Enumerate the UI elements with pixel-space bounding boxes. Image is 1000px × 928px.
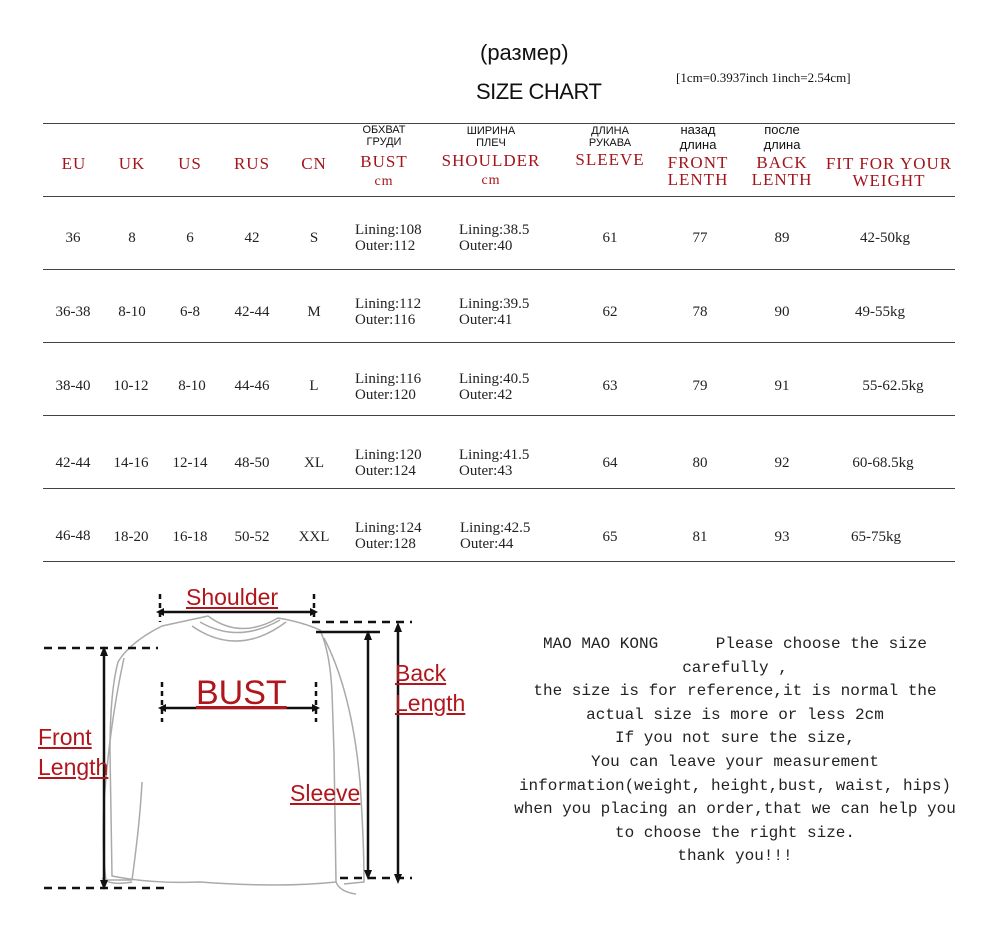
table-divider: [43, 196, 955, 197]
cell-rus: 44-46: [234, 378, 270, 394]
label-back-length: Length: [395, 690, 466, 716]
cell-uk: 10-12: [113, 378, 149, 394]
cell-uk: 14-16: [113, 455, 149, 471]
page-title-ru: (размер): [480, 40, 569, 65]
cell-front: 77: [692, 230, 708, 246]
note-line: when you placing an order,that we can help you: [514, 800, 956, 819]
sizing-note: [505, 633, 965, 869]
cell-uk: 8-10: [118, 304, 146, 320]
cell-bust: Lining:112 Outer:116: [355, 296, 422, 328]
cell-sleeve: 65: [602, 529, 618, 545]
cell-back: 89: [774, 230, 790, 246]
cell-cn: XL: [304, 455, 324, 471]
note-line: MAO MAO KONG Please choose the size: [542, 635, 928, 653]
cell-weight: 65-75kg: [851, 529, 901, 545]
note-line: You can leave your measurement: [590, 752, 880, 771]
label-back: Back: [395, 660, 447, 686]
label-sleeve: Sleeve: [290, 780, 361, 806]
cell-rus: 50-52: [234, 529, 270, 545]
cell-cn: S: [309, 230, 319, 246]
label-bust: BUST: [196, 674, 287, 712]
cell-shoulder: Lining:42.5 Outer:44: [460, 520, 531, 552]
header-us: US: [178, 154, 202, 173]
cell-sleeve: 63: [602, 378, 618, 394]
cell-eu: 38-40: [55, 378, 91, 394]
cell-eu: 42-44: [55, 455, 91, 471]
cell-shoulder: Lining:41.5 Outer:43: [459, 447, 530, 479]
page-title: SIZE CHART: [476, 79, 602, 104]
cell-weight: 60-68.5kg: [852, 455, 914, 471]
label-front: Front: [38, 724, 92, 750]
note-line: carefully ,: [682, 658, 788, 677]
cell-back: 90: [774, 304, 790, 320]
cell-front: 80: [692, 455, 708, 471]
cell-bust: Lining:120 Outer:124: [355, 447, 422, 479]
cell-bust: Lining:108 Outer:112: [355, 222, 422, 254]
header-uk: UK: [118, 154, 146, 173]
cell-weight: 49-55kg: [855, 304, 905, 320]
cell-us: 6: [186, 230, 194, 246]
table-divider: [43, 488, 955, 489]
cell-sleeve: 64: [602, 455, 618, 471]
cell-front: 79: [692, 378, 708, 394]
measurement-diagram: [40, 582, 490, 902]
header-weight: FIT FOR YOUR WEIGHT: [825, 154, 953, 190]
cell-bust: Lining:124 Outer:128: [355, 520, 422, 552]
table-divider: [43, 342, 955, 343]
cell-weight: 42-50kg: [860, 230, 910, 246]
cell-us: 16-18: [172, 529, 208, 545]
cell-sleeve: 62: [602, 304, 618, 320]
cell-us: 6-8: [180, 304, 200, 320]
cell-front: 78: [692, 304, 708, 320]
header-back: после длина BACK LENTH: [751, 122, 813, 189]
cell-eu: 36-38: [55, 304, 91, 320]
cell-eu: 46-48: [55, 528, 91, 544]
header-sleeve-ru: ДЛИНА РУКАВА: [588, 125, 632, 149]
cell-bust: Lining:116 Outer:120: [355, 371, 422, 403]
cell-us: 12-14: [172, 455, 208, 471]
cell-uk: 8: [128, 230, 136, 246]
cell-sleeve: 61: [602, 230, 618, 246]
header-back-ru: после длина: [763, 122, 801, 152]
cell-us: 8-10: [178, 378, 206, 394]
cell-cn: XXL: [298, 529, 330, 545]
cell-back: 93: [774, 529, 790, 545]
cell-shoulder: Lining:38.5 Outer:40: [459, 222, 530, 254]
cell-shoulder: Lining:39.5 Outer:41: [459, 296, 530, 328]
cell-back: 91: [774, 378, 790, 394]
header-shoulder: ШИРИНА ПЛЕЧ SHOULDER cm: [441, 125, 541, 188]
cell-weight: 55-62.5kg: [862, 378, 924, 394]
cell-rus: 48-50: [234, 455, 270, 471]
table-divider: [43, 269, 955, 270]
note-line: the size is for reference,it is normal the: [533, 682, 937, 701]
header-sleeve: ДЛИНА РУКАВА SLEEVE: [575, 125, 645, 169]
header-bust-ru: ОБХВАТ ГРУДИ: [362, 124, 406, 148]
header-rus: RUS: [233, 154, 271, 173]
header-cn: CN: [301, 154, 327, 173]
cell-cn: L: [309, 378, 319, 394]
cell-shoulder: Lining:40.5 Outer:42: [459, 371, 530, 403]
header-shoulder-ru: ШИРИНА ПЛЕЧ: [466, 125, 516, 149]
table-divider: [43, 415, 955, 416]
header-front: назад длина FRONT LENTH: [667, 122, 729, 189]
table-bottom-border: [43, 561, 955, 562]
note-line: information(weight, height,bust, waist, hips): [518, 776, 952, 795]
label-shoulder: Shoulder: [186, 584, 279, 610]
note-line: actual size is more or less 2cm: [586, 705, 884, 724]
note-line: thank you!!!: [677, 847, 793, 866]
cell-rus: 42: [244, 230, 260, 246]
note-line: If you not sure the size,: [614, 729, 856, 748]
cell-rus: 42-44: [234, 304, 270, 320]
cell-uk: 18-20: [113, 529, 149, 545]
header-front-ru: назад длина: [679, 122, 717, 152]
shirt-illustration: [40, 582, 490, 902]
cell-eu: 36: [65, 230, 81, 246]
cell-back: 92: [774, 455, 790, 471]
header-bust: ОБХВАТ ГРУДИ BUST cm: [350, 124, 418, 190]
cell-cn: M: [307, 304, 321, 320]
unit-conversion-note: [1cm=0.3937inch 1inch=2.54cm]: [676, 70, 851, 85]
note-line: to choose the right size.: [614, 823, 856, 842]
label-front-length: Length: [38, 754, 109, 780]
header-eu: EU: [61, 154, 87, 173]
cell-front: 81: [692, 529, 708, 545]
